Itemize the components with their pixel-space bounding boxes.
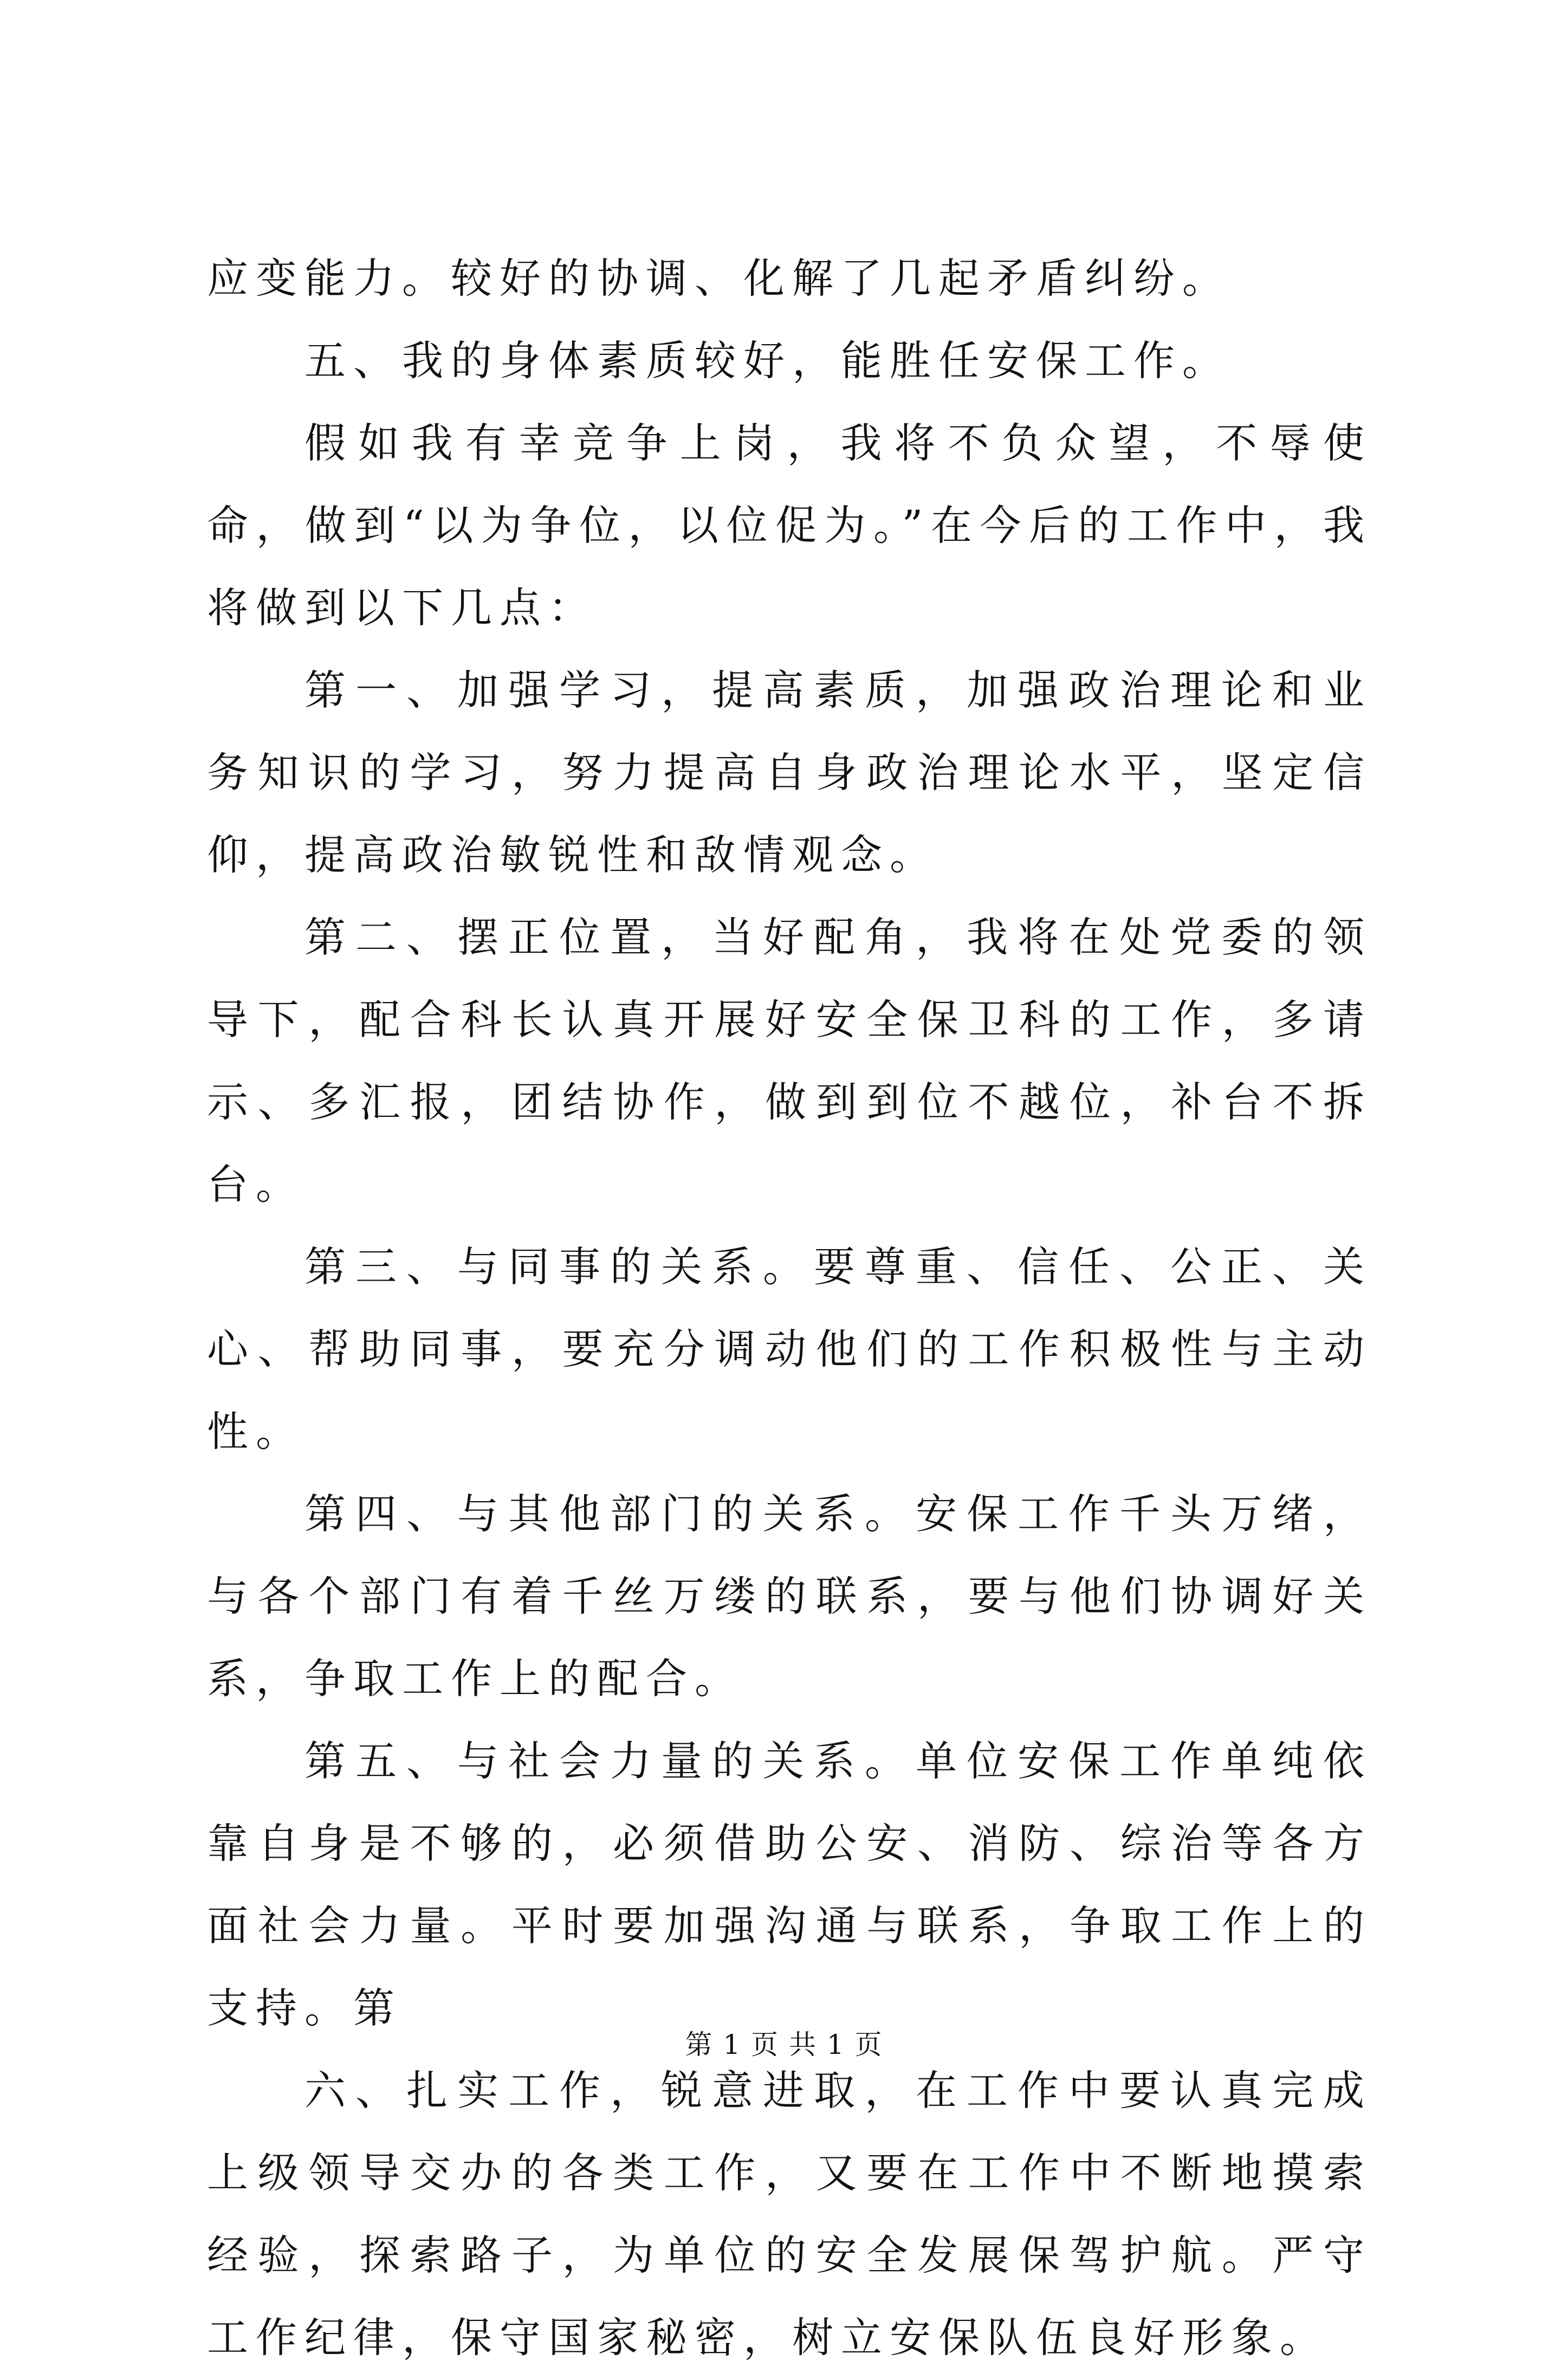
- paragraph-8: 第五、与社会力量的关系。单位安保工作单纯依靠自身是不够的，必须借助公安、消防、综治等各方面社会力量。平时要加强沟通与联系，争取工作上的支持。第: [207, 1737, 1372, 2032]
- page-number-label: 第 1 页 共 1 页: [685, 2029, 883, 2060]
- paragraph-5: 第二、摆正位置，当好配角，我将在处党委的领导下，配合科长认真开展好安全保卫科的工作，多请示、多汇报，团结协作，做到到位不越位，补台不拆台。: [207, 913, 1372, 1208]
- paragraph-2: 五、我的身体素质较好，能胜任安保工作。: [304, 337, 1231, 385]
- paragraph-1: 应变能力。较好的协调、化解了几起矛盾纠纷。: [207, 254, 1231, 302]
- page-footer: [0, 2026, 1568, 2064]
- paragraph-6: 第三、与同事的关系。要尊重、信任、公正、关心、帮助同事，要充分调动他们的工作积极性与主动性。: [207, 1243, 1372, 1456]
- paragraph-3: 假如我有幸竞争上岗，我将不负众望，不辱使命，做到“以为争位，以位促为。”在今后的工作中，我将做到以下几点：: [207, 419, 1372, 632]
- paragraph-9: 六、扎实工作，锐意进取，在工作中要认真完成上级领导交办的各类工作，又要在工作中不断地摸索经验，探索路子，为单位的安全发展保驾护航。严守工作纪律，保守国家秘密，树立安保队伍良好形象。: [207, 2066, 1372, 2362]
- paragraph-7: 第四、与其他部门的关系。安保工作千头万绪，与各个部门有着千丝万缕的联系，要与他们协调好关系，争取工作上的配合。: [207, 1490, 1372, 1703]
- paragraph-4: 第一、加强学习，提高素质，加强政治理论和业务知识的学习，努力提高自身政治理论水平，坚定信仰，提高政治敏锐性和敌情观念。: [207, 666, 1372, 879]
